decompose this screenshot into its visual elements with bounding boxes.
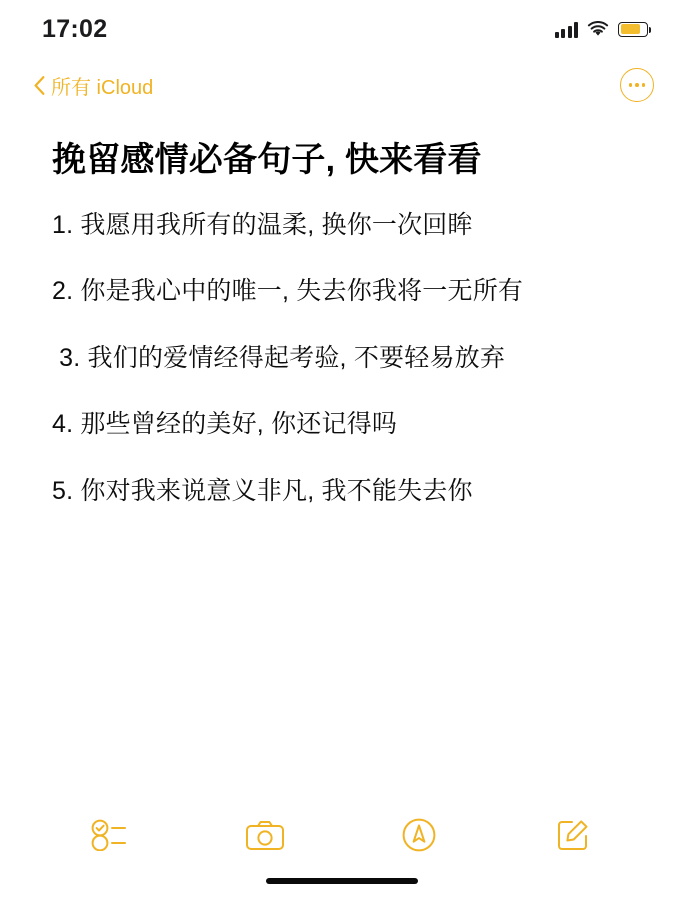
back-button[interactable] xyxy=(34,71,153,100)
camera-icon xyxy=(245,819,285,851)
checklist-icon xyxy=(91,819,131,851)
status-time: 17:02 xyxy=(42,14,108,43)
navigation-bar xyxy=(0,58,684,112)
note-content[interactable] xyxy=(0,112,684,792)
bottom-toolbar xyxy=(0,792,684,878)
note-line: 1. 我愿用我所有的温柔, 换你一次回眸 xyxy=(52,210,473,239)
home-indicator-area xyxy=(0,878,684,912)
markup-button[interactable] xyxy=(392,808,446,862)
compose-icon xyxy=(556,818,590,852)
markup-pen-icon xyxy=(402,818,436,852)
note-line: 4. 那些曾经的美好, 你还记得吗 xyxy=(52,410,398,439)
more-ellipsis-icon[interactable] xyxy=(620,68,654,102)
cellular-bars-icon xyxy=(555,21,579,38)
back-button-label: 所有 iCloud xyxy=(51,76,154,99)
note-line: 2. 你是我心中的唯一, 失去你我将一无所有 xyxy=(52,277,524,306)
note-line: 3. 我们的爱情经得起考验, 不要轻易放弃 xyxy=(52,343,506,372)
home-indicator[interactable] xyxy=(266,878,418,884)
compose-button[interactable] xyxy=(546,808,600,862)
status-bar xyxy=(0,0,684,58)
battery-icon xyxy=(618,22,648,37)
note-line: 5. 你对我来说意义非凡, 我不能失去你 xyxy=(52,476,473,505)
camera-button[interactable] xyxy=(238,808,292,862)
wifi-icon xyxy=(587,21,609,38)
chevron-left-icon xyxy=(34,76,45,95)
status-indicators xyxy=(555,21,649,38)
checklist-button[interactable] xyxy=(84,808,138,862)
note-title: 挽留感情必备句子, 快来看看 xyxy=(52,141,482,179)
